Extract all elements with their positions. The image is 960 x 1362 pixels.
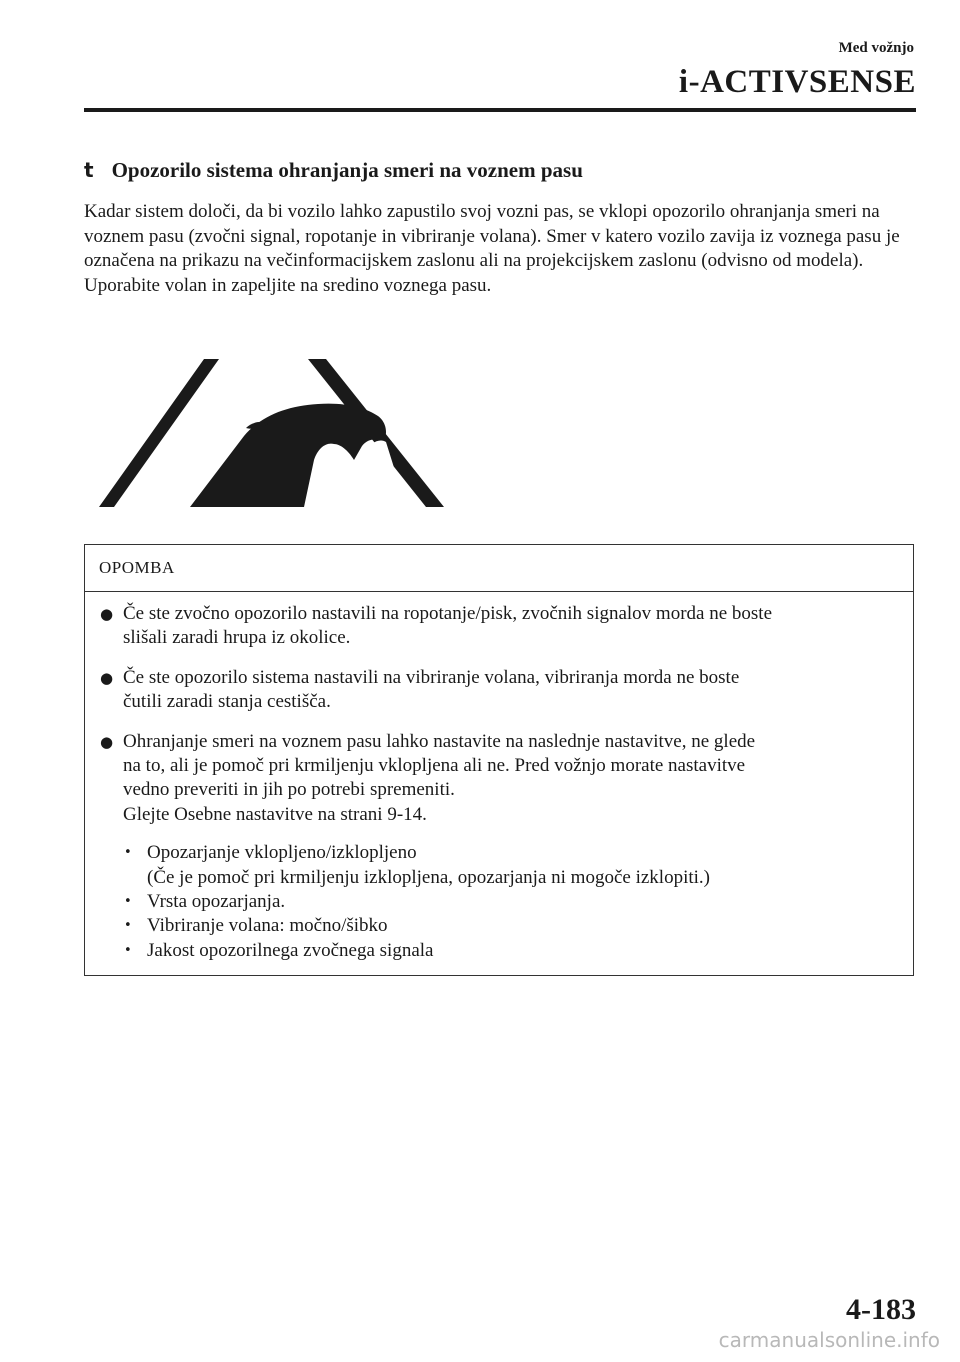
page-number: 4-183 bbox=[846, 1293, 916, 1326]
note-item bbox=[99, 602, 899, 651]
note-line: slišali zaradi hrupa iz okolice. bbox=[123, 627, 351, 649]
note-box bbox=[84, 544, 914, 976]
sub-line: (Če je pomoč pri krmiljenju izklopljena, opozarjanja ni mogoče izklopiti.) bbox=[147, 866, 710, 888]
watermark-link[interactable]: carmanualsonline.info bbox=[718, 1328, 940, 1352]
sub-list-item bbox=[123, 890, 899, 914]
header-rule bbox=[84, 108, 916, 112]
small-bullet-icon: • bbox=[124, 942, 132, 958]
bullet-icon: ● bbox=[100, 605, 114, 623]
small-bullet-icon: • bbox=[124, 894, 132, 910]
note-heading: OPOMBA bbox=[85, 545, 913, 592]
note-line: Ohranjanje smeri na voznem pasu lahko nastavite na naslednje nastavitve, ne glede bbox=[123, 730, 756, 752]
note-line: Če ste zvočno opozorilo nastavili na ropotanje/pisk, zvočnih signalov morda ne boste bbox=[123, 603, 773, 624]
left-lane-line bbox=[99, 359, 219, 507]
car-silhouette bbox=[190, 404, 386, 507]
sub-list-item bbox=[123, 914, 899, 938]
sub-line: Jakost opozorilnega zvočnega signala bbox=[147, 939, 434, 961]
bullet-icon: ● bbox=[100, 732, 114, 751]
small-bullet-icon: • bbox=[124, 845, 132, 861]
note-list bbox=[85, 592, 913, 963]
page-reference[interactable]: Glejte Osebne nastavitve na strani 9-14. bbox=[123, 803, 427, 825]
note-line: vedno preveriti in jih po potrebi spremeniti. bbox=[123, 779, 455, 801]
bullet-icon: ● bbox=[100, 668, 114, 687]
body-paragraph: Kadar sistem določi, da bi vozilo lahko zapustilo svoj vozni pas, se vklopi opozorilo ohranjanja smeri na voznem pasu (zvočni signal, ropotanje in vibriranje volana). Smer v katero vozilo zavija iz voznega pasu je označena na prikazu na večinformacijskem zaslonu ali na projekcijskem zaslonu (odvisno od modela). Uporabite volan in zapeljite na sredino voznega pasu. bbox=[84, 201, 900, 296]
sub-line: Vibriranje volana: močno/šibko bbox=[147, 915, 388, 937]
note-line: čutili zaradi stanja cestišča. bbox=[123, 691, 331, 713]
note-item bbox=[99, 666, 899, 715]
section-marker: t bbox=[84, 158, 94, 182]
sub-list-item bbox=[123, 939, 899, 963]
small-bullet-icon: • bbox=[124, 918, 132, 934]
note-item bbox=[99, 730, 899, 964]
settings-sub-list bbox=[123, 841, 899, 963]
sub-line: Vrsta opozarjanja. bbox=[147, 891, 286, 913]
note-line: Če ste opozorilo sistema nastavili na vibriranje volana, vibriranja morda ne boste bbox=[123, 666, 740, 688]
section-heading-text: Opozorilo sistema ohranjanja smeri na voznem pasu bbox=[111, 158, 583, 182]
sub-list-item bbox=[123, 841, 899, 890]
header-subtitle: Med vožnjo bbox=[838, 40, 914, 56]
lane-departure-warning-icon bbox=[96, 356, 448, 510]
note-line: na to, ali je pomoč pri krmiljenju vklopljena ali ne. Pred vožnjo morate nastavitve bbox=[123, 755, 746, 777]
section-heading bbox=[84, 158, 583, 183]
header-title: i-ACTIVSENSE bbox=[678, 64, 916, 100]
sub-line: Opozarjanje vklopljeno/izklopljeno bbox=[147, 842, 417, 864]
